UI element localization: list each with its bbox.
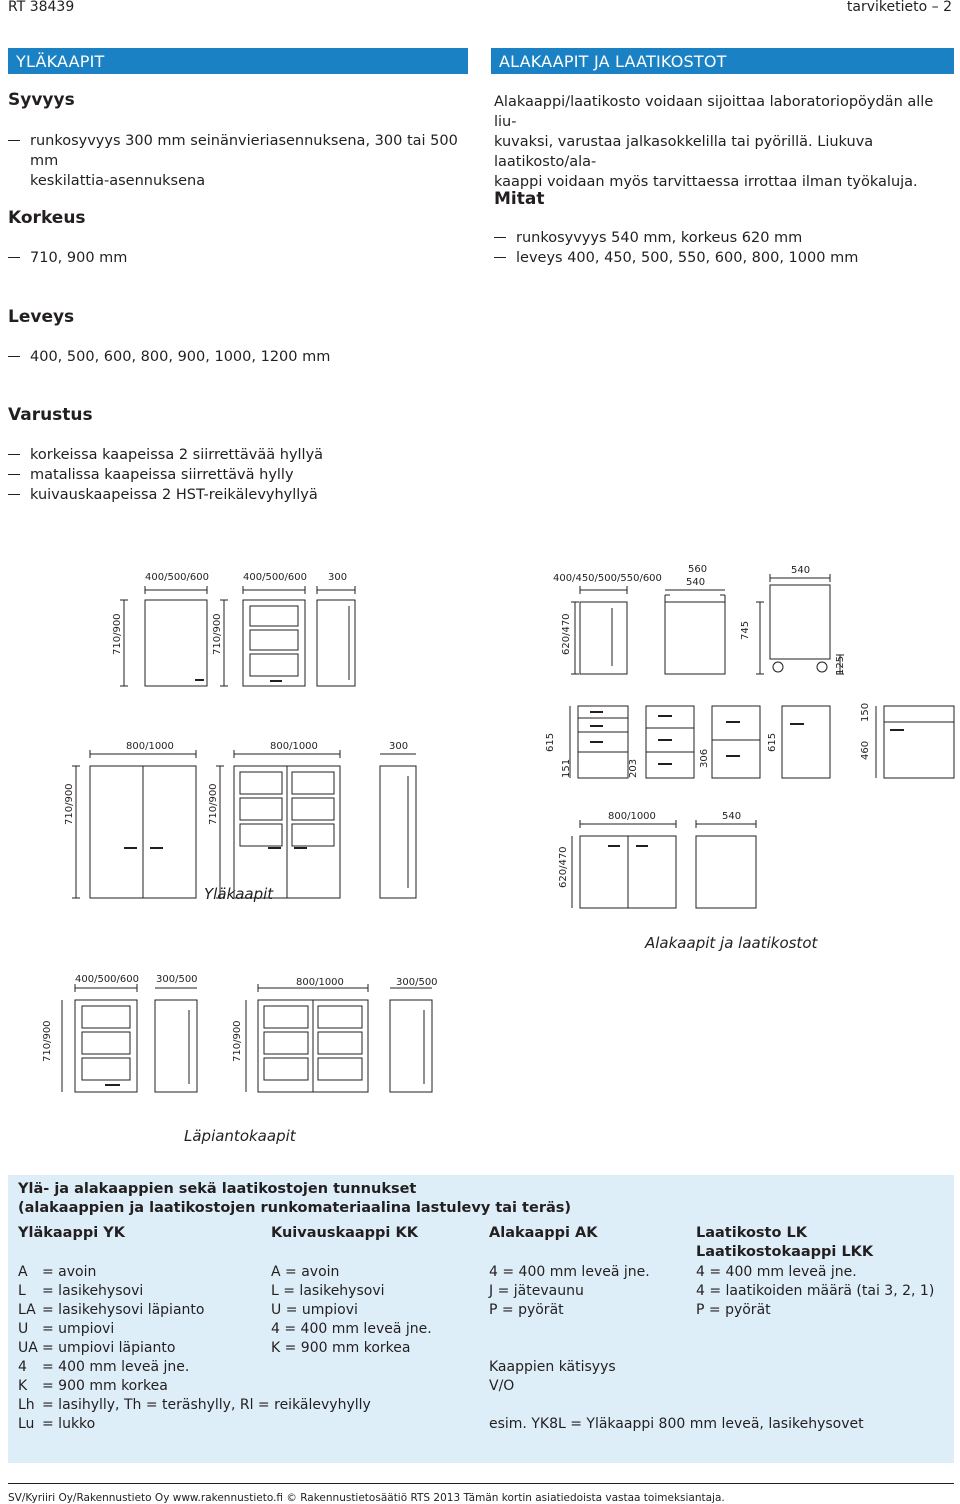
- dim-label: 300: [389, 741, 409, 752]
- dim-label: 615: [767, 732, 778, 752]
- yk-code: K: [18, 1378, 28, 1394]
- yk-code: L: [18, 1283, 26, 1299]
- lk-item: 4 = laatikoiden määrä (tai 3, 2, 1): [696, 1283, 935, 1299]
- yk-desc: = lasihylly, Th = teräshylly, Rl = reikälevyhylly: [42, 1397, 371, 1413]
- list-item: korkeissa kaapeissa 2 siirrettävää hyllyä: [8, 445, 323, 465]
- lk-item: P = pyörät: [696, 1302, 771, 1318]
- kk-item: K = 900 mm korkea: [271, 1340, 411, 1356]
- dim-label: 745: [740, 620, 751, 640]
- yk-code: Lu: [18, 1416, 35, 1432]
- list-item: runkosyvyys 540 mm, korkeus 620 mm: [494, 228, 802, 248]
- katisyys-heading: Kaappien kätisyys: [489, 1359, 616, 1375]
- dim-label: 400/500/600: [243, 572, 307, 583]
- ak-item: J = jätevaunu: [489, 1283, 584, 1299]
- dim-label: 400/450/500/550/600: [553, 573, 662, 584]
- dim-label: 800/1000: [270, 741, 318, 752]
- dim-label: 710/900: [212, 613, 223, 655]
- yk-desc: = lasikehysovi läpianto: [42, 1302, 205, 1318]
- kk-item: A = avoin: [271, 1264, 340, 1280]
- yk-code: LA: [18, 1302, 36, 1318]
- caption-lapiantokaapit: Läpiantokaapit: [184, 1127, 296, 1145]
- dim-label: 800/1000: [296, 977, 344, 988]
- dim-label: 125: [835, 655, 846, 675]
- doc-code: RT 38439: [8, 0, 75, 15]
- kk-item: L = lasikehysovi: [271, 1283, 385, 1299]
- list-item: runkosyvyys 300 mm seinänvieriasennuksena, 300 tai 500 mm keskilattia-asennuksena: [8, 131, 478, 191]
- dim-label: 400/500/600: [145, 572, 209, 583]
- yk-code: 4: [18, 1359, 27, 1375]
- dim-label: 710/900: [232, 1020, 243, 1062]
- heading-leveys: Leveys: [8, 307, 75, 327]
- section-bar-ylakaapit: YLÄKAAPIT: [8, 48, 468, 74]
- dim-label: 203: [628, 758, 639, 778]
- heading-syvyys: Syvyys: [8, 90, 75, 110]
- list-item: kuivauskaapeissa 2 HST-reikälevyhyllyä: [8, 485, 318, 505]
- yk-desc: = 900 mm korkea: [42, 1378, 168, 1394]
- dim-label: 300: [328, 572, 348, 583]
- yk-code: UA: [18, 1340, 38, 1356]
- heading-varustus: Varustus: [8, 405, 93, 425]
- footer-rule: [8, 1483, 954, 1484]
- ak-item: 4 = 400 mm leveä jne.: [489, 1264, 650, 1280]
- footer-text: SV/Kyriiri Oy/Rakennustieto Oy www.rakennustieto.fi © Rakennustietosäätiö RTS 2013 Tämän kortin asiatiedoista vastaa toimeksiantaja.: [8, 1492, 725, 1504]
- dim-label: 615: [545, 732, 556, 752]
- dim-label: 620/470: [561, 613, 572, 655]
- dim-label: 710/900: [42, 1020, 53, 1062]
- list-item: 710, 900 mm: [8, 248, 127, 268]
- ak-heading: Alakaappi AK: [489, 1225, 598, 1241]
- kk-item: 4 = 400 mm leveä jne.: [271, 1321, 432, 1337]
- yk-code: U: [18, 1321, 29, 1337]
- dim-label: 620/470: [558, 846, 569, 888]
- dim-label: 540: [686, 577, 706, 588]
- yk-code: A: [18, 1264, 28, 1280]
- heading-korkeus: Korkeus: [8, 208, 86, 228]
- dim-label: 710/900: [112, 613, 123, 655]
- lk-heading: Laatikosto LK: [696, 1225, 807, 1241]
- list-item: matalissa kaapeissa siirrettävä hylly: [8, 465, 294, 485]
- section-bar-alakaapit: ALAKAAPIT JA LAATIKOSTOT: [491, 48, 954, 74]
- dim-label: 540: [722, 811, 742, 822]
- intro-paragraph: Alakaappi/laatikosto voidaan sijoittaa laboratoriopöydän alle liu- kuvaksi, varustaa jalkasokkelilla tai pyörillä. Liukuva laatikosto/ala- kaappi voidaan myös tarvittaessa irrottaa ilman työkaluja.: [494, 94, 934, 190]
- dim-label: 306: [699, 748, 710, 768]
- dim-label: 710/900: [64, 783, 75, 825]
- dim-label: 400/500/600: [75, 974, 139, 985]
- yk-desc: = umpiovi läpianto: [42, 1340, 176, 1356]
- yk-desc: = umpiovi: [42, 1321, 115, 1337]
- lk-item: 4 = 400 mm leveä jne.: [696, 1264, 857, 1280]
- dim-label: 560: [688, 564, 708, 575]
- code-example: esim. YK8L = Yläkaappi 800 mm leveä, lasikehysovet: [489, 1416, 864, 1432]
- kk-item: U = umpiovi: [271, 1302, 358, 1318]
- yk-heading: Yläkaappi YK: [18, 1225, 125, 1241]
- ak-item: P = pyörät: [489, 1302, 564, 1318]
- caption-ylakaapit: Yläkaapit: [204, 885, 274, 903]
- yk-code: Lh: [18, 1397, 35, 1413]
- dim-label: 800/1000: [126, 741, 174, 752]
- yk-desc: = avoin: [42, 1264, 97, 1280]
- dim-label: 540: [791, 565, 811, 576]
- codes-subtitle: (alakaappien ja laatikostojen runkomateriaalina lastulevy tai teräs): [18, 1200, 572, 1216]
- yk-desc: = lukko: [42, 1416, 96, 1432]
- doc-page: tarviketieto – 2: [846, 0, 952, 15]
- list-item: leveys 400, 450, 500, 550, 600, 800, 1000 mm: [494, 248, 858, 268]
- dim-label: 800/1000: [608, 811, 656, 822]
- codes-title: Ylä- ja alakaappien sekä laatikostojen tunnukset: [18, 1181, 417, 1197]
- dim-label: 151: [561, 758, 572, 778]
- yk-desc: = 400 mm leveä jne.: [42, 1359, 190, 1375]
- dim-label: 460: [860, 740, 871, 760]
- kk-heading: Kuivauskaappi KK: [271, 1225, 418, 1241]
- heading-mitat: Mitat: [494, 189, 545, 209]
- dim-label: 710/900: [208, 783, 219, 825]
- katisyys-value: V/O: [489, 1378, 515, 1394]
- list-item: 400, 500, 600, 800, 900, 1000, 1200 mm: [8, 347, 330, 367]
- dim-label: 300/500: [396, 977, 438, 988]
- dim-label: 150: [860, 702, 871, 722]
- yk-desc: = lasikehysovi: [42, 1283, 144, 1299]
- lkk-heading: Laatikostokaappi LKK: [696, 1244, 874, 1260]
- dim-label: 300/500: [156, 974, 198, 985]
- caption-alakaapit: Alakaapit ja laatikostot: [645, 934, 818, 952]
